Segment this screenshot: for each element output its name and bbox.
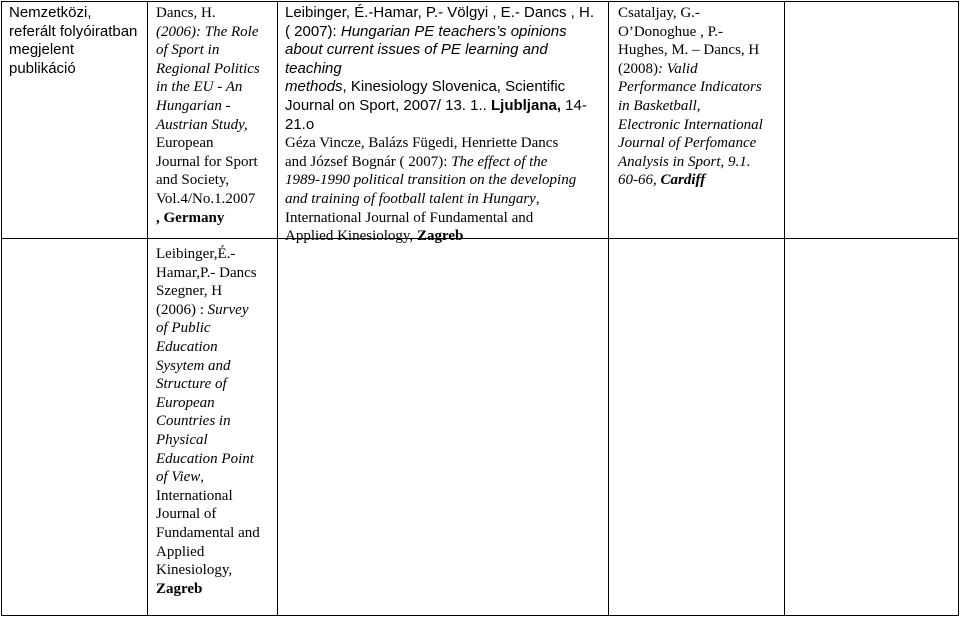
text-line: Journal on Sport, 2007/ 13. 1..: [285, 96, 491, 114]
text-line: [285, 227, 607, 246]
text-line: ,: [200, 469, 205, 486]
text-line: [285, 23, 607, 42]
text-line: [156, 450, 276, 469]
text-line: of Public: [156, 320, 211, 337]
text-line: [156, 209, 276, 228]
text-line: [156, 97, 276, 116]
text-line: [618, 171, 783, 190]
text-line: in Basketball,: [618, 97, 701, 114]
text-line: of Sport in: [156, 42, 220, 59]
text-line: Sysytem and: [156, 357, 231, 374]
header-line: megjelent: [9, 41, 75, 59]
text-line: [156, 468, 276, 487]
text-line: and training of football talent in Hungary: [285, 190, 536, 207]
table-border-bottom: [1, 615, 959, 616]
text-line: Journal for Sport: [156, 153, 258, 170]
publication-entry-dancs-2006: [156, 4, 276, 227]
text-line: Leibinger, É.-Hamar, P.- Völgyi , E.- Dancs , H.: [285, 4, 595, 21]
text-line: 21.o: [285, 115, 315, 133]
text-line: Performance Indicators: [618, 79, 762, 96]
text-line: , Germany: [156, 209, 225, 226]
text-line: Szegner, H: [156, 283, 223, 300]
text-line: [156, 60, 276, 79]
text-line: methods: [285, 78, 343, 96]
text-line: [156, 394, 276, 413]
header-line: referált folyóiratban: [9, 22, 138, 40]
publication-entry-leibinger-2006: [156, 245, 276, 598]
text-line: [618, 60, 783, 79]
text-line: : Valid: [658, 60, 698, 77]
text-line: Zagreb: [416, 228, 464, 245]
text-line: Analysis in Sport, 9.1.: [618, 153, 751, 170]
text-line: [285, 153, 607, 172]
text-line: about current issues of PE learning and teaching: [285, 41, 548, 77]
text-line: ,: [535, 190, 540, 207]
text-line: [285, 97, 607, 116]
text-line: [285, 190, 607, 209]
text-line: [618, 78, 783, 97]
text-line: and József Bognár ( 2007):: [285, 153, 452, 170]
text-line: Countries in: [156, 413, 231, 430]
text-line: [156, 412, 276, 431]
text-line: [156, 78, 276, 97]
text-line: [156, 41, 276, 60]
text-line: Géza Vincze, Balázs Fügedi, Henriette Dancs: [285, 135, 559, 152]
text-line: 60-66,: [618, 172, 661, 189]
table-border-left: [1, 1, 2, 616]
text-line: (2008): [618, 60, 658, 77]
text-line: Dancs, H.: [156, 5, 216, 21]
text-line: [156, 431, 276, 450]
text-line: , Kinesiology Slovenica, Scientific: [342, 78, 566, 96]
text-line: Education Point: [156, 450, 254, 467]
text-line: European: [156, 394, 215, 411]
text-line: Structure of: [156, 376, 227, 393]
text-line: Hughes, M. – Dancs, H: [618, 42, 760, 59]
divider-col4: [784, 1, 785, 616]
text-line: Education: [156, 338, 218, 355]
text-line: (2006): The Role: [156, 23, 259, 40]
text-line: [156, 357, 276, 376]
divider-col1: [147, 1, 148, 616]
divider-col3: [608, 1, 609, 616]
text-line: Hamar,P.- Dancs: [156, 264, 257, 281]
text-line: [156, 23, 276, 42]
text-line: ( 2007):: [285, 22, 341, 40]
text-line: Cardiff: [660, 172, 706, 189]
text-line: [618, 134, 783, 153]
text-line: [156, 116, 276, 135]
text-line: [156, 375, 276, 394]
publication-entries-2007: [285, 4, 607, 246]
text-line: Journal of Perfomance: [618, 135, 757, 152]
divider-col2: [277, 1, 278, 616]
text-line: Electronic International: [618, 116, 763, 133]
text-line: 1989-1990 political transition on the developing: [285, 172, 577, 189]
text-line: Journal of: [156, 506, 217, 523]
text-line: The effect of the: [451, 153, 548, 170]
text-line: Regional Politics: [156, 60, 260, 77]
header-line: Nemzetközi,: [9, 4, 92, 21]
text-line: Hungarian PE teachers’s opinions: [340, 22, 567, 40]
text-line: European: [156, 135, 214, 152]
text-line: International: [156, 487, 233, 504]
row-header-label: [9, 4, 145, 78]
text-line: [618, 97, 783, 116]
text-line: Kinesiology,: [156, 562, 233, 579]
text-line: [618, 153, 783, 172]
text-line: [285, 41, 607, 78]
text-line: Vol.4/No.1.2007: [156, 190, 256, 207]
text-line: Zagreb: [156, 580, 203, 597]
text-line: and Society,: [156, 172, 230, 189]
text-line: Leibinger,É.-: [156, 246, 236, 262]
text-line: Fundamental and: [156, 524, 260, 541]
text-line: Physical: [156, 431, 208, 448]
text-line: Ljubljana,: [490, 96, 561, 114]
text-line: Csataljay, G.-: [618, 5, 700, 21]
table-border-right: [958, 1, 959, 616]
text-line: [618, 116, 783, 135]
text-line: International Journal of Fundamental and: [285, 209, 534, 226]
publication-entry-csataljay-2008: [618, 4, 783, 190]
header-line: publikáció: [9, 59, 76, 77]
table-border-top: [1, 1, 959, 2]
text-line: Applied: [156, 543, 205, 560]
text-line: [156, 301, 276, 320]
text-line: O’Donoghue , P.-: [618, 23, 723, 40]
text-line: 14-: [561, 96, 587, 114]
text-line: Austrian Study,: [156, 116, 248, 133]
text-line: [156, 319, 276, 338]
text-line: [156, 580, 276, 599]
text-line: of View: [156, 469, 201, 486]
text-line: in the EU - An: [156, 79, 243, 96]
text-line: Hungarian -: [156, 97, 231, 114]
text-line: Survey: [207, 301, 249, 318]
text-line: [156, 338, 276, 357]
text-line: Applied Kinesiology,: [285, 228, 417, 245]
text-line: [285, 78, 607, 97]
text-line: (2006) :: [156, 301, 208, 318]
text-line: [285, 171, 607, 190]
